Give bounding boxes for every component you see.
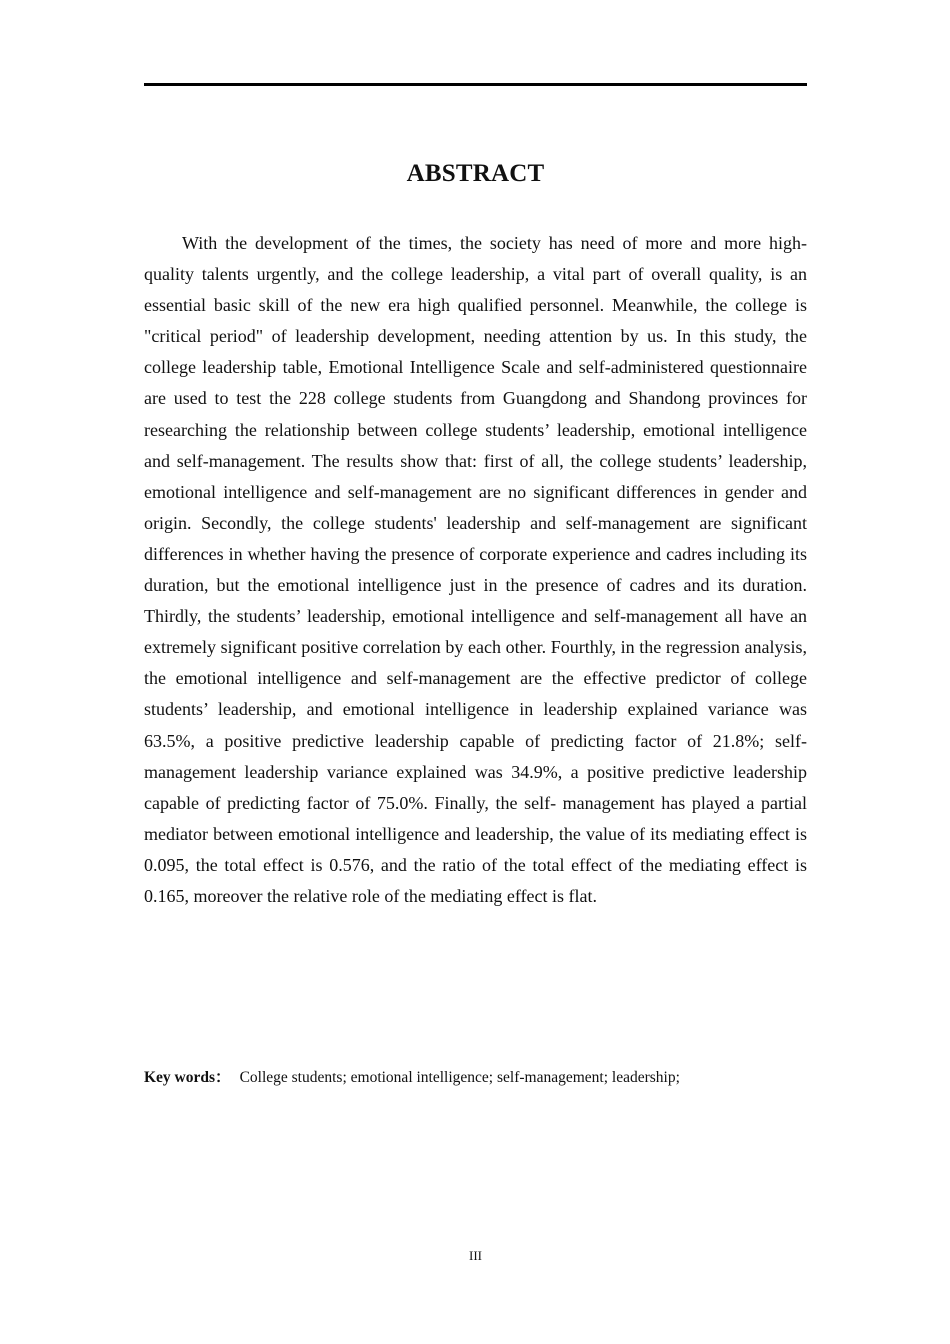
keywords-label: Key words [144, 1069, 216, 1086]
page-number: III [469, 1248, 482, 1263]
header-rule [144, 83, 807, 86]
abstract-body: With the development of the times, the society has need of more and more high-quality talents urgently, and the college leadership, a vital part of overall quality, is an essential basic skill of the new era high qualified personnel. Meanwhile, the college is "critical period" of leadership development, needing attention by us. In this study, the college leadership table, Emotional Intelligence Scale and self-administered questionnaire are used to test the 228 college students from Guangdong and Shandong provinces for researching the relationship between college students’ leadership, emotional intelligence and self-management. The results show that: first of all, the college students’ leadership, emotional intelligence and self-management are no significant differences in gender and origin. Secondly, the college students' leadership and self-management are significant differences in whether having the presence of corporate experience and cadres including its duration, but the emotional intelligence just in the presence of cadres and its duration. Thirdly, the students’ leadership, emotional intelligence and self-management all have an extremely significant positive correlation by each other. Fourthly, in the regression analysis, the emotional intelligence and self-management are the effective predictor of college students’ leadership, and emotional intelligence in leadership explained variance was 63.5%, a positive predictive leadership capable of predicting factor of 21.8%; self-management leadership variance explained was 34.9%, a positive predictive leadership capable of predicting factor of 75.0%. Finally, the self- management has played a partial mediator between emotional intelligence and leadership, the value of its mediating effect is 0.095, the total effect is 0.576, and the ratio of the total effect of the mediating effect is 0.165, moreover the relative role of the mediating effect is flat. [144, 233, 807, 906]
keywords-separator: ： [215, 1069, 231, 1086]
keywords-list: College students; emotional intelligence; self-management; leadership; [239, 1069, 680, 1086]
keywords-line [144, 1067, 807, 1089]
abstract-title: ABSTRACT [406, 160, 545, 187]
